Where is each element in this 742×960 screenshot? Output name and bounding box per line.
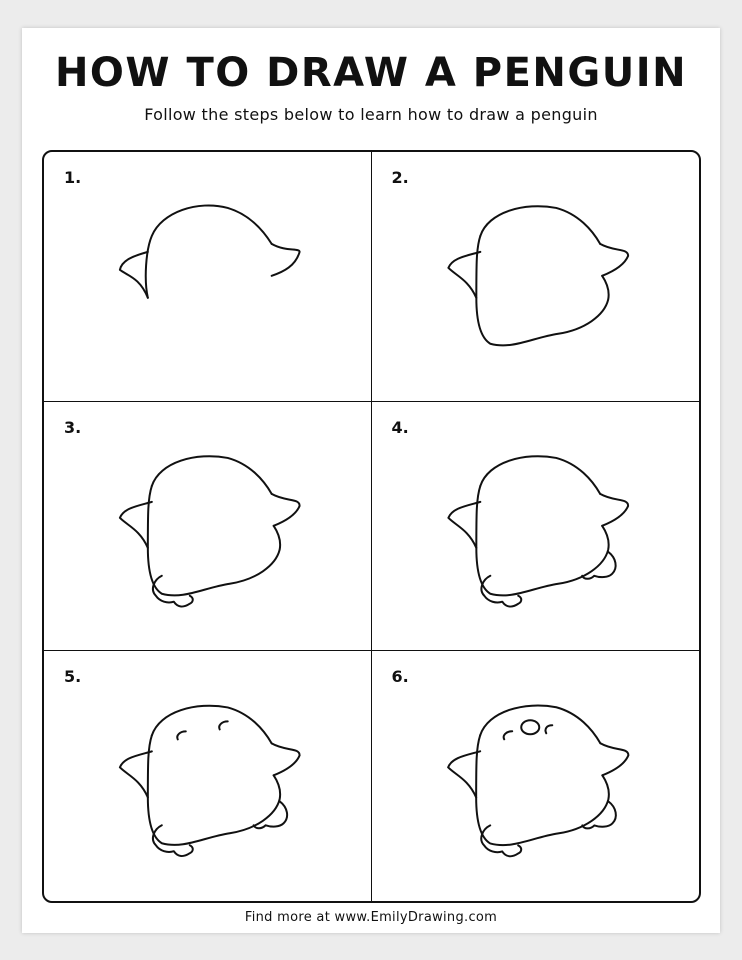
step-number: 6. [391,667,409,687]
worksheet-page [22,28,720,933]
page-subtitle: Follow the steps below to learn how to draw a penguin [144,105,598,124]
step-panel-4 [372,402,700,652]
step-number: 5. [64,667,82,687]
steps-grid [42,150,701,903]
step-number: 2. [391,168,409,187]
step-number: 1. [64,168,82,187]
penguin-drawing-step-1 [44,152,371,401]
right-closed-eye [219,722,228,730]
step-panel-3 [44,402,372,652]
step-number: 3. [64,417,82,437]
left-closed-eye [177,732,186,740]
penguin-drawing-step-6 [372,651,700,901]
penguin-drawing-step-3 [44,402,371,651]
penguin-drawing-step-5 [44,651,371,901]
step-number: 4. [391,417,409,437]
step-panel-6 [372,651,700,901]
step-panel-2 [372,152,700,402]
step-panel-1 [44,152,372,402]
penguin-drawing-step-4 [372,402,700,651]
step-panel-5 [44,651,372,901]
footer-credit: Find more at www.EmilyDrawing.com [244,910,498,925]
beak-shape [521,721,539,735]
page-title: HOW TO DRAW A PENGUIN [54,50,688,96]
penguin-drawing-step-2 [372,152,700,401]
